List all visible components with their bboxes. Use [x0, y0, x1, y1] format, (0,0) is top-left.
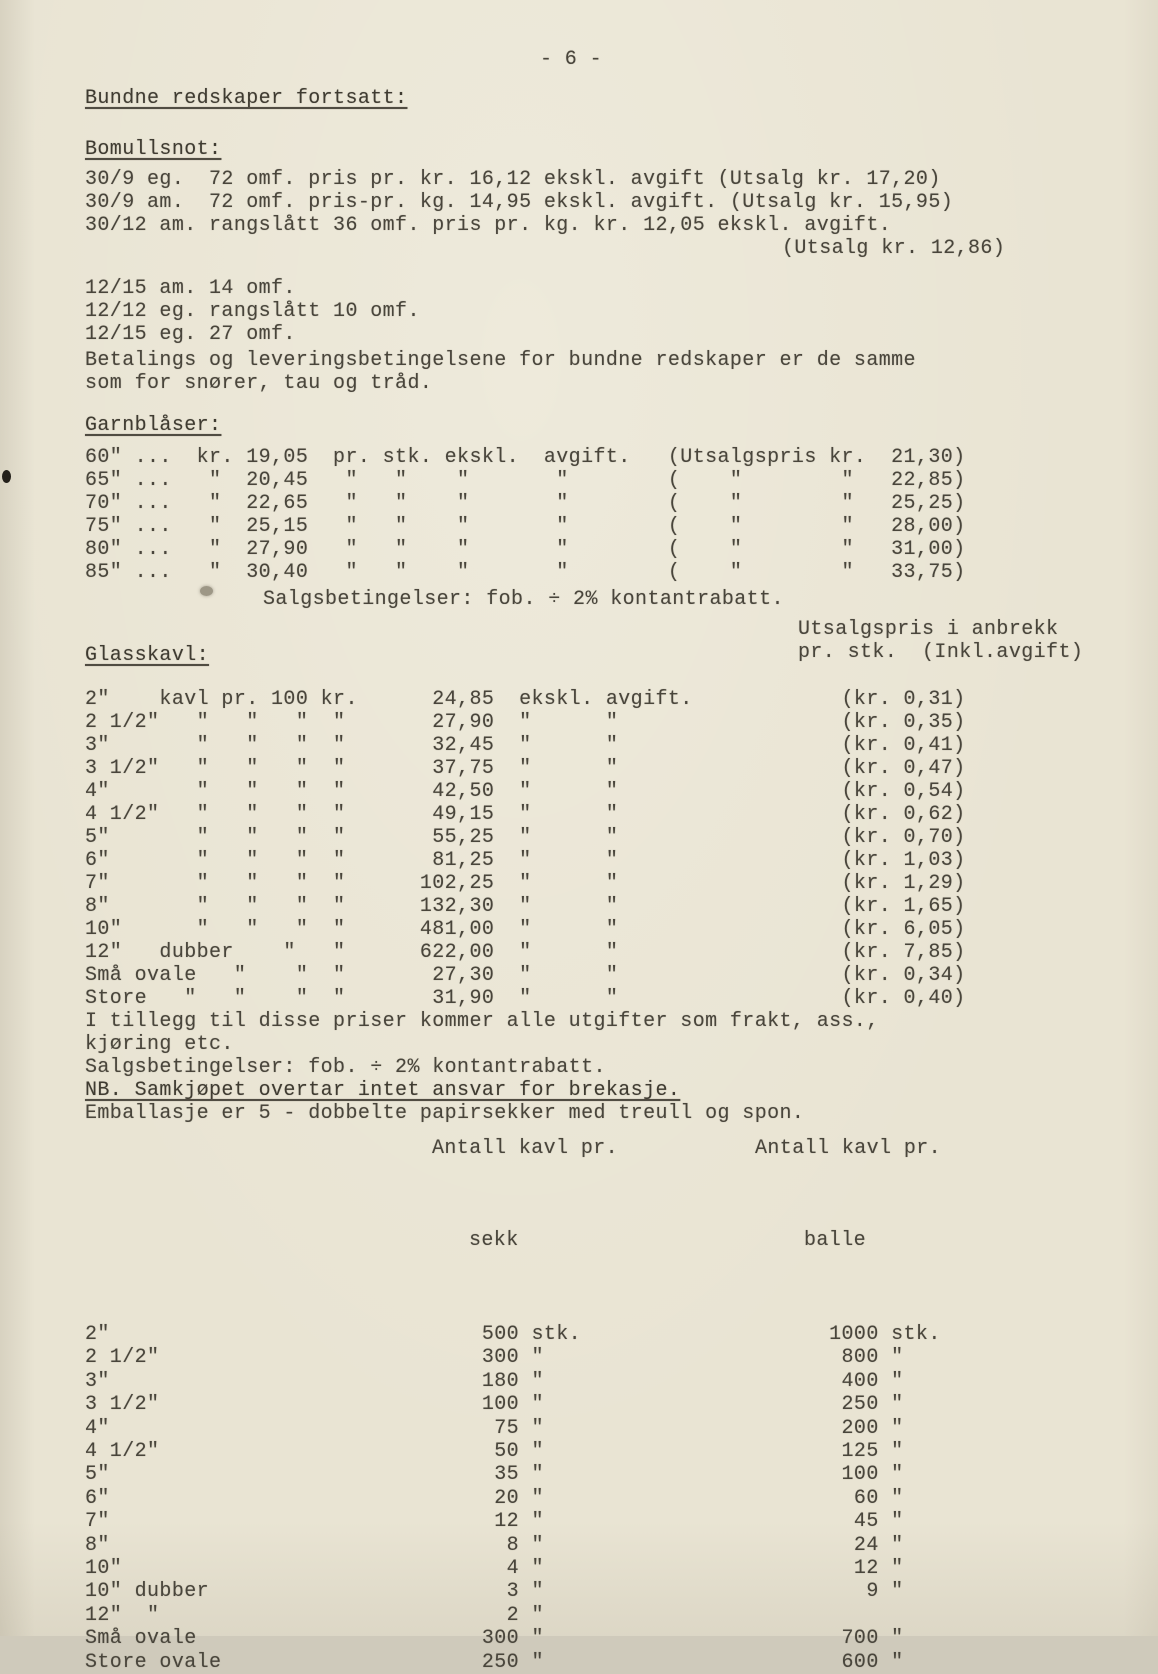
terms-line: Salgsbetingelser: fob. ÷ 2% kontantrabatt.: [85, 1056, 606, 1079]
table-row: 2 1/2" 300 " 800 ": [85, 1346, 904, 1370]
table-row: 4" 75 " 200 ": [85, 1416, 904, 1440]
table-row: 75" ... " 25,15 " " " " ( " " 28,00): [85, 515, 966, 538]
emballasje-header-row1: [85, 1137, 1135, 1229]
table-row: 5" 35 " 100 ": [85, 1463, 904, 1487]
note-line: Utsalgspris i anbrekk: [798, 618, 1059, 641]
table-row: 85" ... " 30,40 " " " " ( " " 33,75): [85, 561, 966, 584]
document-title: [85, 87, 1135, 110]
table-row: 6" " " " " 81,25 " " (kr. 1,03): [85, 849, 966, 872]
table-row: 70" ... " 22,65 " " " " ( " " 25,25): [85, 492, 966, 515]
terms-line: kjøring etc.: [85, 1033, 234, 1056]
table-row: 3 1/2" 100 " 250 ": [85, 1393, 904, 1417]
table-row: 4 1/2" " " " " 49,15 " " (kr. 0,62): [85, 803, 966, 826]
sekk-column-subtitle: sekk: [469, 1229, 519, 1252]
dimension-line: 12/12 eg. rangslått 10 omf.: [85, 300, 420, 323]
table-row: 80" ... " 27,90 " " " " ( " " 31,00): [85, 538, 966, 561]
table-row: 8" " " " " 132,30 " " (kr. 1,65): [85, 895, 966, 918]
balle-column-subtitle: balle: [804, 1229, 867, 1252]
glasskavl-heading-text: Glasskavl:: [85, 644, 210, 667]
garnblaser-section: [85, 414, 1135, 611]
emballasje-section: [85, 1102, 1135, 1674]
table-row: 12" dubber " " 622,00 " " (kr. 7,85): [85, 941, 966, 964]
glasskavl-price-table: [85, 688, 1135, 1010]
dimension-line: 12/15 eg. 27 omf.: [85, 323, 296, 346]
table-row: 2" 500 stk. 1000 stk.: [85, 1323, 941, 1346]
table-row: 10" " " " " 481,00 " " (kr. 6,05): [85, 918, 966, 941]
terms-line: Betalings og leveringsbetingelsene for bundne redskaper er de samme: [85, 349, 916, 372]
page-content: [85, 48, 1135, 1674]
note-line: pr. stk. (Inkl.avgift): [798, 641, 1084, 664]
emballasje-count-table: [85, 1323, 1135, 1674]
table-row: 3" " " " " 32,45 " " (kr. 0,41): [85, 734, 966, 757]
table-row: 10" 4 " 12 ": [85, 1557, 904, 1581]
bomullsnot-price-lines: [85, 168, 1135, 237]
price-line: 30/9 am. 72 omf. pris-pr. kg. 14,95 ekskl. avgift. (Utsalg kr. 15,95): [85, 191, 954, 214]
table-row: 4 1/2" 50 " 125 ": [85, 1440, 904, 1464]
table-row: 6" 20 " 60 ": [85, 1486, 904, 1510]
garnblaser-sales-terms: Salgsbetingelser: fob. ÷ 2% kontantrabatt.: [263, 588, 784, 611]
glasskavl-extra-paragraph: [85, 1010, 1135, 1079]
table-row: 12" " 2 ": [85, 1603, 544, 1627]
anbrekk-price-note: [798, 618, 1083, 664]
table-row: 7" 12 " 45 ": [85, 1510, 904, 1534]
emballasje-header-row2: [85, 1229, 1135, 1321]
sekk-column-title: Antall kavl pr.: [432, 1137, 619, 1160]
nb-disclaimer-text: NB. Samkjøpet overtar intet ansvar for brekasje.: [85, 1079, 681, 1102]
nb-disclaimer: [85, 1079, 1135, 1102]
table-row: 5" " " " " 55,25 " " (kr. 0,70): [85, 826, 966, 849]
table-row: Store " " " " 31,90 " " (kr. 0,40): [85, 987, 966, 1010]
table-row: 65" ... " 20,45 " " " " ( " " 22,85): [85, 469, 966, 492]
table-row: 8" 8 " 24 ": [85, 1533, 904, 1557]
glasskavl-section: [85, 644, 1135, 1102]
scan-artifact: [2, 470, 11, 483]
bomullsnot-heading: [85, 138, 1135, 161]
table-row: 2" kavl pr. 100 kr. 24,85 ekskl. avgift. (kr. 0,31): [85, 688, 966, 711]
garnblaser-heading-text: Garnblåser:: [85, 414, 222, 437]
price-line: 30/9 eg. 72 omf. pris pr. kr. 16,12 ekskl. avgift (Utsalg kr. 17,20): [85, 168, 941, 191]
table-row: 10" dubber 3 " 9 ": [85, 1580, 904, 1604]
document-title-text: Bundne redskaper fortsatt:: [85, 87, 408, 110]
garnblaser-heading: [85, 414, 1135, 437]
table-row: 4" " " " " 42,50 " " (kr. 0,54): [85, 780, 966, 803]
table-row: Små ovale 300 " 700 ": [85, 1627, 904, 1651]
payment-terms-paragraph: [85, 349, 1135, 395]
table-row: 2 1/2" " " " " 27,90 " " (kr. 0,35): [85, 711, 966, 734]
table-row: 7" " " " " 102,25 " " (kr. 1,29): [85, 872, 966, 895]
garnblaser-price-table: [85, 446, 1135, 584]
price-line: 30/12 am. rangslått 36 omf. pris pr. kg. kr. 12,05 ekskl. avgift.: [85, 214, 892, 237]
table-row: 60" ... kr. 19,05 pr. stk. ekskl. avgift. (Utsalgspris kr. 21,30): [85, 446, 966, 469]
dimension-line: 12/15 am. 14 omf.: [85, 277, 296, 300]
bomullsnot-heading-text: Bomullsnot:: [85, 138, 222, 161]
balle-column-title: Antall kavl pr.: [755, 1137, 942, 1160]
table-row: Små ovale " " " 27,30 " " (kr. 0,34): [85, 964, 966, 987]
table-row: 3 1/2" " " " " 37,75 " " (kr. 0,47): [85, 757, 966, 780]
terms-line: som for snører, tau og tråd.: [85, 372, 433, 395]
table-row: 3" 180 " 400 ": [85, 1369, 904, 1393]
terms-line: I tillegg til disse priser kommer alle utgifter som frakt, ass.,: [85, 1010, 879, 1033]
page-number: - 6 -: [540, 48, 603, 71]
emballasje-intro: Emballasje er 5 - dobbelte papirsekker med treull og spon.: [85, 1102, 805, 1125]
bomullsnot-dimension-lines: [85, 277, 1135, 346]
price-line-continuation: (Utsalg kr. 12,86): [782, 237, 1006, 260]
table-row: Store ovale 250 " 600 ": [85, 1650, 904, 1674]
bomullsnot-section: [85, 138, 1135, 395]
